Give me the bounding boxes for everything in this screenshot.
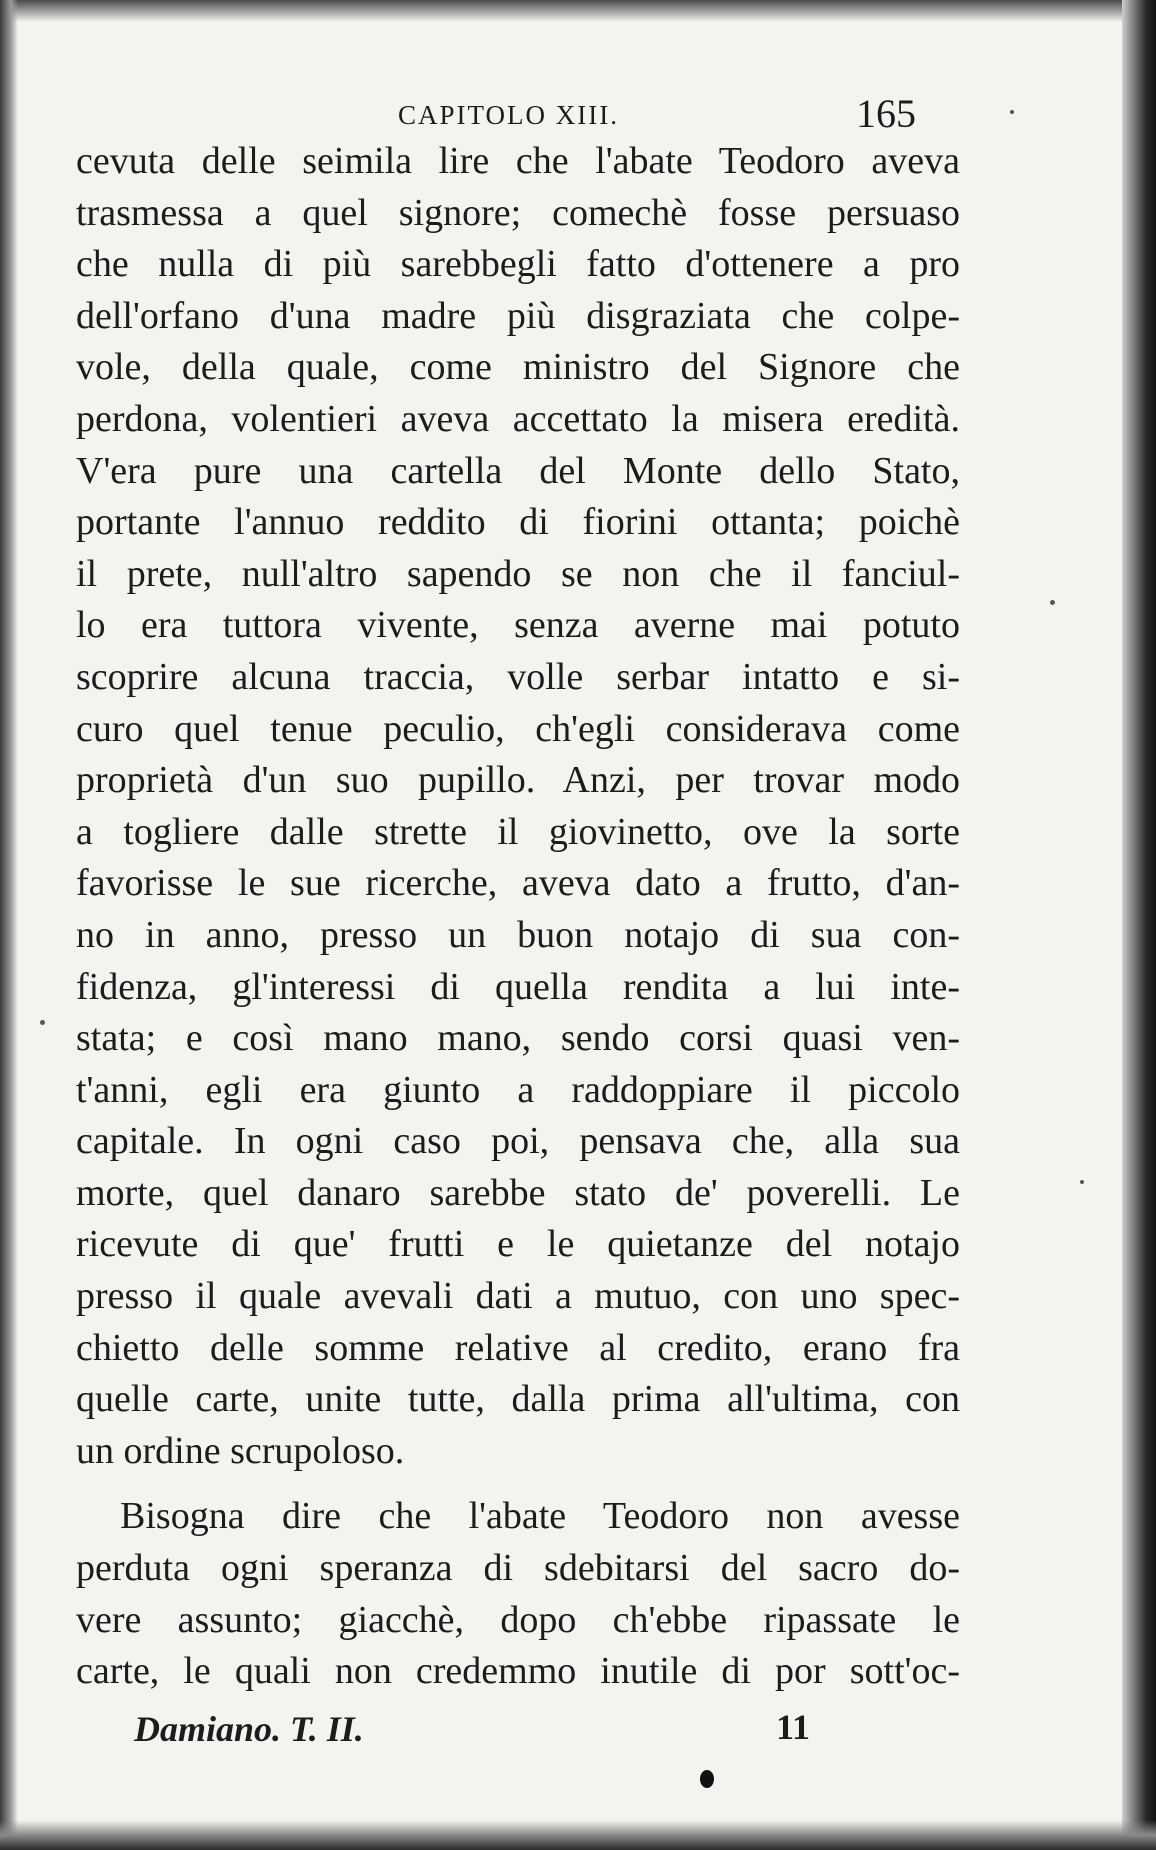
scan-edge-left [0,0,18,1850]
text-line: no in anno, presso un buon notajo di sua con- [76,913,960,956]
text-line: morte, quel danaro sarebbe stato de' poverelli. Le [76,1171,960,1214]
text-line: che nulla di più sarebbegli fatto d'ottenere a pro [76,243,960,286]
text-line: fidenza, gl'interessi di quella rendita a lui inte- [76,965,960,1008]
text-line: ricevute di que' frutti e le quietanze del notajo [76,1223,960,1266]
text-line: Bisogna dire che l'abate Teodoro non avesse [120,1495,960,1538]
text-line: chietto delle somme relative al credito, erano fra [76,1326,960,1369]
ink-speck [700,1770,714,1788]
text-line: curo quel tenue peculio, ch'egli considerava come [76,707,960,750]
text-line: portante l'annuo reddito di fiorini ottanta; poichè [76,501,960,544]
text-line: un ordine scrupoloso. [76,1429,405,1472]
text-line: vole, della quale, come ministro del Signore che [76,346,960,389]
text-line: perduta ogni speranza di sdebitarsi del sacro do- [76,1547,960,1590]
signature-mark: Damiano. T. II. [134,1708,364,1749]
text-line: carte, le quali non credemmo inutile di por sott'oc- [76,1650,960,1693]
text-line: cevuta delle seimila lire che l'abate Teodoro aveva [76,140,960,182]
text-line: quelle carte, unite tutte, dalla prima all'ultima, con [76,1378,960,1421]
text-line: favorisse le sue ricerche, aveva dato a frutto, d'an- [76,862,960,905]
page-header [76,86,960,136]
text-line: capitale. In ogni caso poi, pensava che, alla sua [76,1120,960,1163]
page-number: 165 [856,91,916,136]
text-line: a togliere dalle strette il giovinetto, ove la sorte [76,810,960,853]
scan-edge-top [0,0,1156,22]
paragraph-gap [76,1477,960,1491]
paragraph [76,1491,960,1697]
body-text [76,136,960,1698]
scan-edge-right [1122,0,1156,1850]
scan-edge-bottom [0,1820,1156,1850]
text-line: perdona, volentieri aveva accettato la misera eredità. [76,397,960,440]
page-footer [76,1702,960,1762]
running-title: CAPITOLO XIII. [398,100,619,130]
ink-speck [1050,600,1055,605]
text-line: il prete, null'altro sapendo se non che il fanciul- [76,552,960,595]
text-line: proprietà d'un suo pupillo. Anzi, per trovar modo [76,759,960,802]
ink-speck [1010,110,1014,114]
text-line: trasmessa a quel signore; comechè fosse persuaso [76,191,960,234]
text-line: dell'orfano d'una madre più disgraziata che colpe- [76,294,960,337]
ink-speck [1080,1180,1084,1184]
paragraph [76,136,960,1477]
ink-speck [40,1020,45,1025]
text-line: presso il quale avevali dati a mutuo, con uno spec- [76,1275,960,1318]
text-line: V'era pure una cartella del Monte dello Stato, [76,449,960,492]
page-content [76,86,960,1762]
text-line: vere assunto; giacchè, dopo ch'ebbe ripassate le [76,1598,960,1641]
text-line: scoprire alcuna traccia, volle serbar intatto e si- [76,655,960,698]
text-line: t'anni, egli era giunto a raddoppiare il piccolo [76,1068,960,1111]
text-line: stata; e così mano mano, sendo corsi quasi ven- [76,1017,960,1060]
text-line: lo era tuttora vivente, senza averne mai potuto [76,604,960,647]
sheet-number: 11 [776,1706,811,1747]
